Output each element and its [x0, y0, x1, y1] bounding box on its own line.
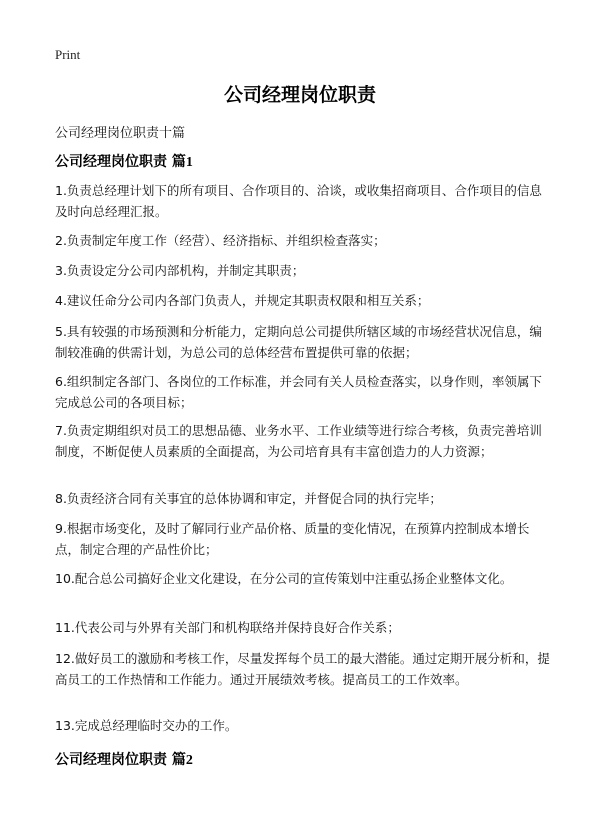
- section-heading-number: 篇1: [171, 155, 193, 170]
- list-item: 13.完成总经理临时交办的工作。: [55, 718, 238, 733]
- list-item: 11.代表公司与外界有关部门和机构联络并保持良好合作关系；: [55, 620, 400, 635]
- list-item: 3.负责设定分公司内部机构，并制定其职责；: [55, 263, 305, 278]
- list-item: 6.组织制定各部门、各岗位的工作标准，并会同有关人员检查落实，以身作则，率领属下完成总公司的各项目标；: [55, 374, 542, 410]
- list-item: 7.负责定期组织对员工的思想品德、业务水平、工作业绩等进行综合考核，负责完善培训制度，不断促使人员素质的全面提高，为公司培育具有丰富创造力的人力资源；: [55, 423, 542, 459]
- page-title: 公司经理岗位职责: [223, 84, 376, 106]
- list-item: 9.根据市场变化，及时了解同行业产品价格、质量的变化情况，在预算内控制成本增长点，制定合理的产品性价比；: [55, 521, 530, 557]
- document-subtitle: 公司经理岗位职责十篇: [55, 126, 186, 141]
- list-item: 1.负责总经理计划下的所有项目、合作项目的、洽谈，或收集招商项目、合作项目的信息及时向总经理汇报。: [55, 183, 542, 219]
- list-item: 12.做好员工的激励和考核工作，尽量发挥每个员工的最大潜能。通过定期开展分析和，提高员工的工作热情和工作能力。通过开展绩效考核。提高员工的工作效率。: [55, 651, 550, 687]
- section-heading-1: [55, 151, 193, 171]
- list-item: 5.具有较强的市场预测和分析能力，定期向总公司提供所辖区域的市场经营状况信息，编制较准确的供需计划，为总公司的总体经营布置提供可靠的依据；: [55, 324, 542, 360]
- print-link[interactable]: Print: [55, 47, 81, 62]
- section-heading-text: 公司经理岗位职责: [55, 154, 172, 170]
- section-heading-text: 公司经理岗位职责: [55, 752, 172, 768]
- section-heading-number: 篇2: [171, 753, 193, 768]
- list-item: 2.负责制定年度工作（经营）、经济指标、并组织检查落实；: [55, 233, 386, 248]
- list-item: 8.负责经济合同有关事宜的总体协调和审定，并督促合同的执行完毕；: [55, 491, 442, 506]
- list-item: 4.建议任命分公司内各部门负责人，并规定其职责权限和相互关系；: [55, 293, 430, 308]
- list-item: 10.配合总公司搞好企业文化建设，在分公司的宣传策划中注重弘扬企业整体文化。: [55, 571, 513, 586]
- section-heading-2: [55, 749, 193, 769]
